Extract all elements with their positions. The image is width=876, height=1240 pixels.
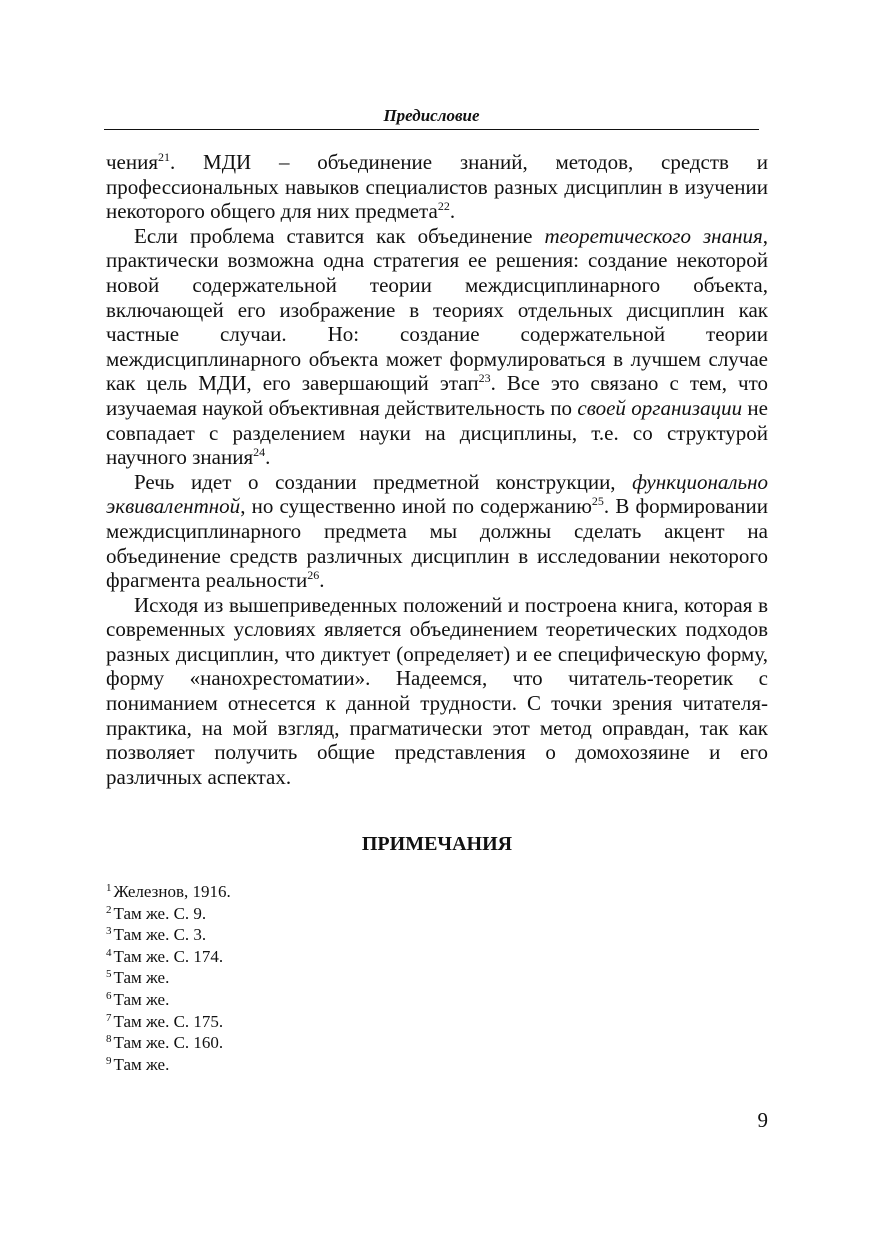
text-run: Исходя из вышеприведенных положений и построена книга, которая в современных условиях является объединением теоретических подходов разных дисциплин, что диктует (определяет) и ее специфическую форму, форму «нанохрестоматии». Надеемся, что читатель-теоретик с пониманием отнесется к данной трудности. С точки зрения читателя-практика, на мой взгляд, прагматически этот метод оправдан, так как позволяет получить общие представления о домохозяине и его различных аспектах. xyxy=(106,592,768,789)
text-run: . Все это связано с тем, что изучаемая наукой объективная действительность по xyxy=(106,371,768,420)
note-item xyxy=(106,881,231,903)
note-number: 8 xyxy=(106,1033,112,1046)
notes-title: ПРИМЕЧАНИЯ xyxy=(361,833,513,855)
footnote-ref: 23 xyxy=(478,371,491,386)
body-text xyxy=(106,150,768,789)
note-item xyxy=(106,989,231,1011)
text-run: не совпадает с разделением науки на дисциплины, т.е. со структурой научного знания xyxy=(106,395,768,470)
note-number: 9 xyxy=(106,1054,112,1067)
text-run: Если проблема ставится как объединение xyxy=(134,223,545,248)
footnote-ref: 25 xyxy=(591,494,604,509)
footnote-ref: 24 xyxy=(253,445,266,460)
note-item xyxy=(106,924,231,946)
page-number: 9 xyxy=(757,1108,768,1132)
note-text: Там же. xyxy=(113,989,170,1009)
note-number: 2 xyxy=(106,903,112,916)
note-text: Там же. С. 9. xyxy=(113,903,207,923)
note-number: 5 xyxy=(106,968,112,981)
footnote-ref: 21 xyxy=(158,150,171,164)
note-item xyxy=(106,946,231,968)
italic-text: своей организации xyxy=(577,395,743,420)
paragraph xyxy=(106,224,768,470)
note-number: 7 xyxy=(106,1011,112,1024)
text-run: , практически возможна одна стратегия ее решения: создание некоторой новой содержательной теории междисциплинарного объекта, включающей его изображение в теориях отдельных дисциплин как частные случаи. Но: создание содержательной теории междисциплинарного объекта может формулироваться в лучшем случае как цель МДИ, его завершающий этап xyxy=(106,223,768,396)
note-item xyxy=(106,967,231,989)
note-item xyxy=(106,1032,231,1054)
note-text: Там же. С. 3. xyxy=(113,925,207,945)
note-text: Там же. С. 175. xyxy=(113,1011,224,1031)
note-item xyxy=(106,903,231,925)
text-run: . МДИ – объединение знаний, методов, средств и профессиональных навыков специалистов разных дисциплин в изучении некоторого общего для них предмета xyxy=(106,150,768,224)
note-number: 4 xyxy=(106,946,112,959)
footnote-ref: 22 xyxy=(437,199,450,214)
paragraph xyxy=(106,150,768,224)
note-text: Железнов, 1916. xyxy=(113,882,231,901)
paragraph xyxy=(106,470,768,593)
note-number: 6 xyxy=(106,989,112,1002)
note-text: Там же. С. 174. xyxy=(113,946,224,966)
text-run: Речь идет о создании предметной конструкции, xyxy=(134,469,633,494)
text-run: , но существенно иной по содержанию xyxy=(240,494,592,519)
note-item xyxy=(106,1011,231,1033)
note-number: 1 xyxy=(106,882,112,894)
notes-list xyxy=(106,881,231,1075)
note-text: Там же. xyxy=(113,968,170,988)
note-number: 3 xyxy=(106,925,112,938)
italic-text: теоретического знания xyxy=(544,223,763,248)
note-text: Там же. С. 160. xyxy=(113,1033,224,1053)
footnote-ref: 26 xyxy=(307,568,320,583)
paragraph xyxy=(106,593,768,790)
italic-text: функционально эквивалентной xyxy=(106,469,768,519)
running-head: Предисловие xyxy=(104,104,759,130)
text-run: чения xyxy=(106,150,159,174)
text-run: . xyxy=(449,199,456,224)
text-run: . xyxy=(319,568,325,593)
text-run: . xyxy=(265,445,271,470)
note-text: Там же. xyxy=(113,1054,170,1074)
note-item xyxy=(106,1054,231,1076)
text-run: . В формировании междисциплинарного предмета мы должны сделать акцент на объединение средств различных дисциплин в исследовании некоторого фрагмента реальности xyxy=(106,494,768,593)
